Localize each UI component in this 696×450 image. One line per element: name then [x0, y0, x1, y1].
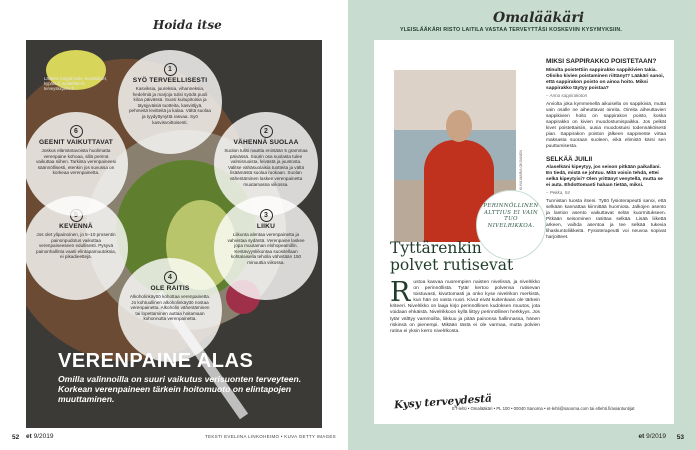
doctor-head	[446, 110, 472, 142]
tip-title: GEENIT VAIKUTTAVAT	[38, 139, 114, 146]
tip-body: Joskus elämäntavoista huolimatta verenpaine kohoaa, sillä perimä vaikuttaa siihen. Tarkista verenpaineesi säännöllisesti, etenkin jos suvussa on korkeaa verenpainetta.	[36, 148, 116, 176]
credits: TEKSTI EVELIINA LINKOHEIMO • KUVA GETTY IMAGES	[205, 434, 336, 439]
question-text: Minulta poistettiin sappirakko sappikivien takia. Olisiko kivien poistaminen riittänyt? Lääkäri sanoi, että sappirakon poisto on ainoa hoito. Miksi sappirakko täytyy poistaa?	[546, 67, 664, 91]
article-text: ustoa kasvaa nuorempien naisten nivelissä, ja nivelrikko on perinnöllistä. Tytär kertoo polvensa rutisevan toistuvasti, kivuttomasti ja onko kyse nivelrikon merkistä, kun hän on vasta nuori. Kivut eivät kuitenkaan ole tärkein kriteeri. Nivelrikko on laaja kirjo perinnöllinen kudoksen muutos, jota voidaan ehkäistä. Nivelrikkoon kyllä liittyy perinnöllinen herkkyys. Jos tytär välttyy vammoilta, liikkuu ja pitää painonsa hallinnassa, hänen riskinsä on pienempi. Mikään tästä ei ole varmaa, mutta polvien rutina ei yksin kerro nivelrikosta.	[390, 280, 540, 334]
article-title: Tyttärenkin polvet rutisevat	[390, 239, 514, 274]
question-heading: MIKSI SAPPIRAKKO POISTETAAN?	[546, 58, 657, 65]
tip-body: Liikunta alentaa verenpainetta ja vahvistaa sydäntä. Verenpaine laskee jopa muutaman elohopeamillin. Kestävyysliikuntaa suositellaan kohtalaisella teholla vähintään 150 minuuttia viikossa.	[227, 232, 305, 265]
question-block-2	[546, 156, 666, 242]
tip-title: SYÖ TERVEELLISESTI	[132, 77, 208, 84]
tip-body: Alkoholinkäyttö kohottaa verenpainetta. Jo kohtuullinen alkoholinkäyttö nostaa verenpainetta. Alkoholin vähentäminen tai lopettaminen auttaa hoitamaan kohonnutta verenpainetta.	[129, 294, 211, 322]
tip-number: 4	[164, 271, 177, 284]
tip-circle-1	[118, 50, 222, 154]
magazine-issue	[26, 433, 53, 440]
tip-number: 1	[164, 63, 177, 76]
tip-number: 2	[260, 125, 273, 138]
photo-caption: Lähteet: Käypä hoito -suositukset, kypärä.fi, sydänliitto.fi, terveyskirjasto.fi	[44, 76, 108, 91]
answer-text: Arviolta joka kymmenellä aikuisella on sappikiviä, mutta vain osalle ne aiheuttavat oireita. Oireita aiheuttavien sappikivien hoito on sappirakon poisto, koska sappirakko on kivien muodostumispaikka. Jos pelkät kivet poistettaisiin, uusia muodostuisi todennäköisesti pian. Sappirakon poiston jälkeen sappineste virtaa maksasta suoraan suoleen, eikä elimistö kärsi sen puuttumisesta.	[546, 101, 666, 149]
page-number: 52	[12, 434, 20, 441]
question-signature: – Anna sappirakoton	[546, 92, 588, 98]
section-tag: Hoida itse	[153, 18, 222, 32]
article-card	[374, 40, 674, 424]
question-text: Alaselkäni kipeytyy, jos seison pitkään paikallani. En tiedä, mistä se johtuu. Mitä voisin tehdä, ettei selkä kipeytyisi? Olen yrittänyt venytellä, mutta se ei auta. Ehdottomasti haluan tietää, miksi.	[546, 165, 663, 189]
magazine-logo: et	[638, 433, 645, 440]
tip-body: Suolan tulisi nauttia enintään 5 grammaa päivässä. Suurin osa suolasta tulee valmisruoista, leivästä ja juustosta. Valitse vähäsuolaisia tuotteita ja vältä lisäämästä suolaa ruokaan. Suolan vähentäminen laskee verenpainetta muutamassa viikossa.	[224, 148, 308, 187]
tip-number: 6	[70, 125, 83, 138]
tip-circle-4	[118, 258, 222, 362]
pull-quote: PERINNÖLLINEN ALTTIUS EI VAIN TUO NIVELRIKKOA.	[476, 190, 546, 260]
tip-title: OLE RAITIS	[150, 285, 190, 292]
right-page	[348, 0, 696, 450]
article-body	[390, 277, 540, 335]
tip-circle-3	[214, 196, 318, 300]
contact-info: ET-lehti • Omalääkäri • PL 100 • 00040 Sanoma • et-lehti@sanoma.com tai etlehti.fi/asiantuntijat	[452, 406, 635, 411]
drop-cap: R	[390, 277, 411, 308]
section-tag: Omalääkäri	[493, 10, 585, 26]
tip-body: Jos olet ylipainoinen, jo 5–10 prosentin painonpudotus vaikuttaa verenpaineeseen edullisesti. Pysyvä painonhallinta vaatii elintapamuutoksia, ei pikadieettejä.	[36, 232, 116, 260]
left-footer	[12, 432, 336, 446]
tip-title: LIIKU	[256, 223, 276, 230]
tip-circle-6	[24, 112, 128, 216]
left-page-header	[0, 0, 348, 40]
magazine-issue	[639, 433, 666, 440]
feature-subtitle: Omilla valinnoilla on suuri vaikutus verisuonten terveyteen. Korkean verenpaineen tärkein hoitomuoto on elintapojen muuttaminen.	[58, 374, 302, 404]
qa-column	[546, 58, 666, 241]
photo-credit: KUVA MARIA OKSANEN	[519, 149, 523, 190]
question-heading: SELKÄÄ JUILII	[546, 155, 593, 163]
magazine-logo: et	[26, 433, 32, 440]
issue-number: 9/2019	[646, 433, 666, 440]
tip-body: Kasviksia, juureksia, vihanneksia, hedelmiä ja marjoja tulisi syödä puoli kiloa päivässä. Suosi kuitupitoisia ja täysjyväisiä tuotteita, kasviöljyä, pehmeitä levitteitä ja kalaa. Vältä suolaa ja tyydyttynyttä rasvaa. Syö kasvisvoittoisesti.	[129, 86, 211, 125]
right-footer	[348, 432, 684, 446]
page-number: 53	[676, 434, 684, 441]
right-page-header	[348, 0, 696, 40]
section-lead: YLEISLÄÄKÄRI RISTO LAITILA VASTAA TERVEYTTÄSI KOSKEVIIN KYSYMYKSIIN.	[400, 27, 623, 33]
question-signature: – Pekka, 54	[546, 190, 570, 196]
issue-number: 9/2019	[33, 433, 54, 440]
tip-title: VÄHENNÄ SUOLAA	[233, 139, 299, 146]
feature-title: VERENPAINE ALAS	[58, 350, 254, 372]
contact-bar	[393, 392, 664, 420]
answer-text: Tunnistan tuosta itseni. Tyttö fysioterapeutti sanoi, että selkään kannattaa kiinnittää huomiota. Jalkojen asento ja lantion asento vaikuttavat selän kuormitukseen. Pitkään seisominen rasittaa selkää. Lisää liikettä arkeen, vaihda asentoa ja tee selkää tukevia lihaskuntoliikkeitä. Fysioterapeutti voi neuvoa sopivat harjoitteet.	[546, 199, 666, 241]
contact-heading: Kysy terveydestä	[393, 392, 493, 412]
tip-title: KEVENNÄ	[59, 223, 93, 230]
tip-number: 3	[260, 209, 273, 222]
